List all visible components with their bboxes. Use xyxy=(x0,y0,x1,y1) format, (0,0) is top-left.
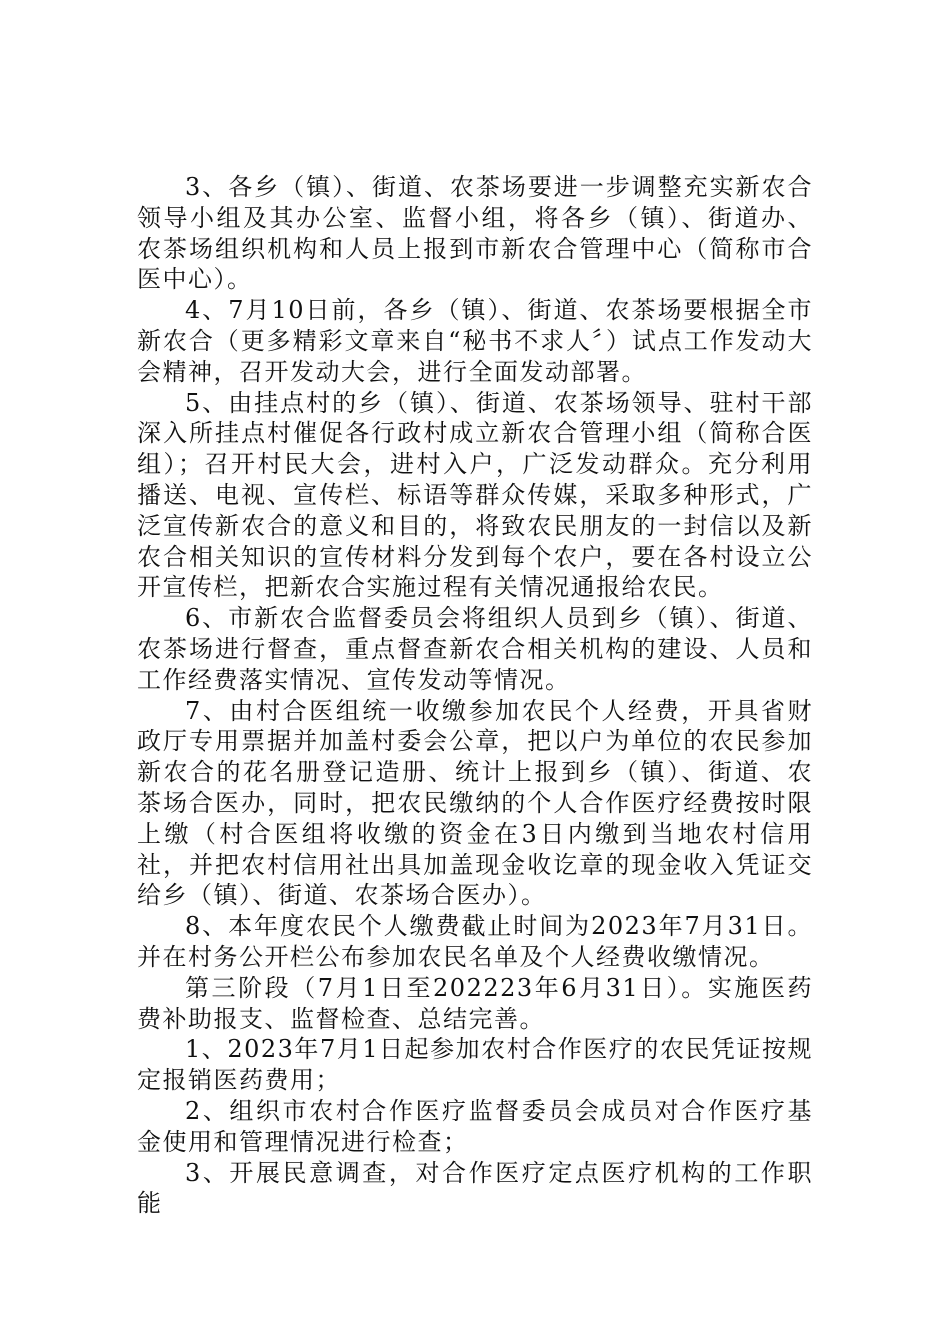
paragraph-stage-three: 第三阶段（7月1日至202223年6月31日）。实施医药费补助报支、监督检查、总结完善。 xyxy=(137,973,813,1033)
paragraph-item-8-deadline: 8、本年度农民个人缴费截止时间为2023年7月31日。并在村务公开栏公布参加农民名单及个人经费收缴情况。 xyxy=(137,912,813,971)
document-body xyxy=(137,172,813,1219)
paragraph-stage3-item-2: 2、组织市农村合作医疗监督委员会成员对合作医疗基金使用和管理情况进行检查； xyxy=(137,1096,813,1156)
paragraph-item-7-fee-collection: 7、由村合医组统一收缴参加农民个人经费，开具省财政厅专用票据并加盖村委会公章，把以户为单位的农民参加新农合的花名册登记造册、统计上报到乡（镇）、街道、农茶场合医办，同时，把农民缴纳的个人合作医疗经费按时限上缴（村合医组将收缴的资金在3日内缴到当地农村信用社，并把农村信用社出具加盖现金收讫章的现金收入凭证交给乡（镇）、街道、农茶场合医办）。 xyxy=(137,696,813,910)
paragraph-stage3-item-3: 3、开展民意调查，对合作医疗定点医疗机构的工作职能 xyxy=(137,1158,813,1218)
paragraph-item-5-village-publicity: 5、由挂点村的乡（镇）、街道、农茶场领导、驻村干部深入所挂点村催促各行政村成立新农合管理小组（简称合医组）；召开村民大会，进村入户，广泛发动群众。充分利用播送、电视、宣传栏、标语等群众传媒，采取多种形式，广泛宣传新农合的意义和目的，将致农民朋友的一封信以及新农合相关知识的宣传材料分发到每个农户，要在各村设立公开宣传栏，把新农合实施过程有关情况通报给农民。 xyxy=(137,388,813,602)
paragraph-item-4-mobilization-meeting: 4、7月10日前，各乡（镇）、街道、农茶场要根据全市新农合（更多精彩文章来自“秘书不求人〞）试点工作发动大会精神，召开发动大会，进行全面发动部署。 xyxy=(137,296,813,386)
paragraph-item-3-leadership: 3、各乡（镇）、街道、农茶场要进一步调整充实新农合领导小组及其办公室、监督小组，将各乡（镇）、街道办、农茶场组织机构和人员上报到市新农合管理中心（简称市合医中心）。 xyxy=(137,173,813,294)
paragraph-item-6-supervision: 6、市新农合监督委员会将组织人员到乡（镇）、街道、农茶场进行督查，重点督查新农合相关机构的建设、人员和工作经费落实情况、宣传发动等情况。 xyxy=(137,604,813,694)
paragraph-stage3-item-1: 1、2023年7月1日起参加农村合作医疗的农民凭证按规定报销医药费用； xyxy=(137,1035,813,1095)
